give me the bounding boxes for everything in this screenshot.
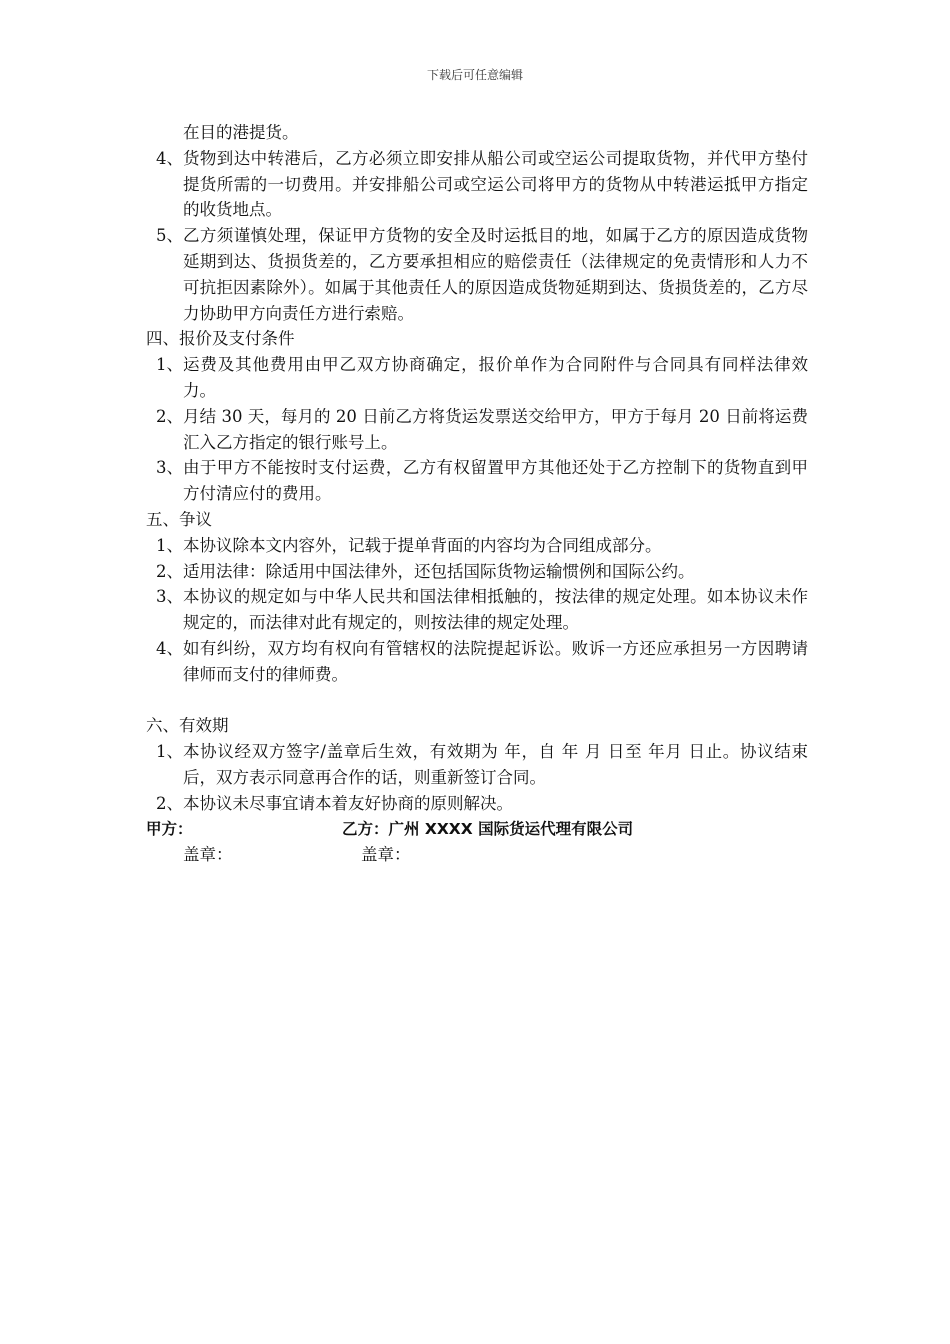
clause-text: 月结 30 天，每月的 20 日前乙方将货运发票送交给甲方，甲方于每月 20 日前将运费汇入乙方指定的银行账号上。 (183, 406, 808, 452)
clause-number: 2、 (156, 561, 183, 581)
clause-text: 适用法律：除适用中国法律外，还包括国际货物运输惯例和国际公约。 (183, 561, 695, 581)
document-body (146, 120, 808, 868)
clause-5-1 (146, 533, 808, 559)
clause-4-1 (146, 352, 808, 404)
section-4-heading: 四、报价及支付条件 (146, 329, 295, 349)
clause-text: 本协议除本文内容外，记载于提单背面的内容均为合同组成部分。 (183, 535, 662, 555)
blank-line (146, 688, 808, 714)
clause-number: 4、 (156, 638, 183, 658)
clause-text: 如有纠纷，双方均有权向有管辖权的法院提起诉讼。败诉一方还应承担另一方因聘请律师而支付的律师费。 (183, 638, 808, 684)
clause-text: 货物到达中转港后，乙方必须立即安排从船公司或空运公司提取货物，并代甲方垫付提货所需的一切费用。并安排船公司或空运公司将甲方的货物从中转港运抵甲方指定的收货地点。 (183, 148, 808, 220)
clause-number: 5、 (156, 226, 183, 246)
clause-4-2 (146, 404, 808, 456)
clause-5-4 (146, 636, 808, 688)
clause-text: 本协议未尽事宜请本着友好协商的原则解决。 (183, 793, 513, 813)
clause-number: 1、 (156, 355, 183, 375)
clause-3-5 (146, 223, 808, 326)
seal-row (146, 842, 808, 868)
clause-number: 1、 (156, 535, 183, 555)
clause-3-4 (146, 146, 808, 223)
clause-6-1 (146, 739, 808, 791)
party-a-seal: 盖章： (183, 845, 233, 865)
clause-6-2 (146, 791, 808, 817)
clause-number: 1、 (156, 742, 183, 762)
section-6-heading: 六、有效期 (146, 716, 229, 736)
party-b-seal: 盖章： (361, 845, 411, 865)
party-a-label: 甲方： (146, 819, 193, 838)
page-header: 下载后可任意编辑 (426, 68, 523, 82)
clause-text: 本协议经双方签字/盖章后生效，有效期为 年，自 年 月 日至 年月 日止。协议结束后，双方表示同意再合作的话，则重新签订合同。 (183, 742, 808, 787)
clause-text: 由于甲方不能按时支付运费，乙方有权留置甲方其他还处于乙方控制下的货物直到甲方付清应付的费用。 (183, 458, 808, 504)
clause-text: 运费及其他费用由甲乙双方协商确定，报价单作为合同附件与合同具有同样法律效力。 (183, 355, 808, 400)
continuation-text: 在目的港提货。 (183, 123, 299, 142)
clause-5-3 (146, 584, 808, 636)
clause-4-3 (146, 455, 808, 507)
clause-number: 3、 (156, 587, 183, 607)
clause-number: 2、 (156, 406, 183, 426)
clause-number: 3、 (156, 458, 183, 478)
clause-5-2 (146, 559, 808, 585)
signature-row (146, 817, 808, 843)
clause-text: 乙方须谨慎处理，保证甲方货物的安全及时运抵目的地，如属于乙方的原因造成货物延期到达、货损货差的，乙方要承担相应的赔偿责任（法律规定的免责情形和人力不可抗拒因素除外）。如属于其他责任人的原因造成货物延期到达、货损货差的，乙方尽力协助甲方向责任方进行索赔。 (183, 226, 808, 323)
clause-number: 2、 (156, 793, 183, 813)
party-b-label: 乙方：广州 XXXX 国际货运代理有限公司 (342, 819, 634, 838)
clause-number: 4、 (156, 148, 183, 168)
clause-text: 本协议的规定如与中华人民共和国法律相抵触的，按法律的规定处理。如本协议未作规定的，而法律对此有规定的，则按法律的规定处理。 (183, 587, 808, 633)
section-5-heading: 五、争议 (146, 509, 212, 529)
